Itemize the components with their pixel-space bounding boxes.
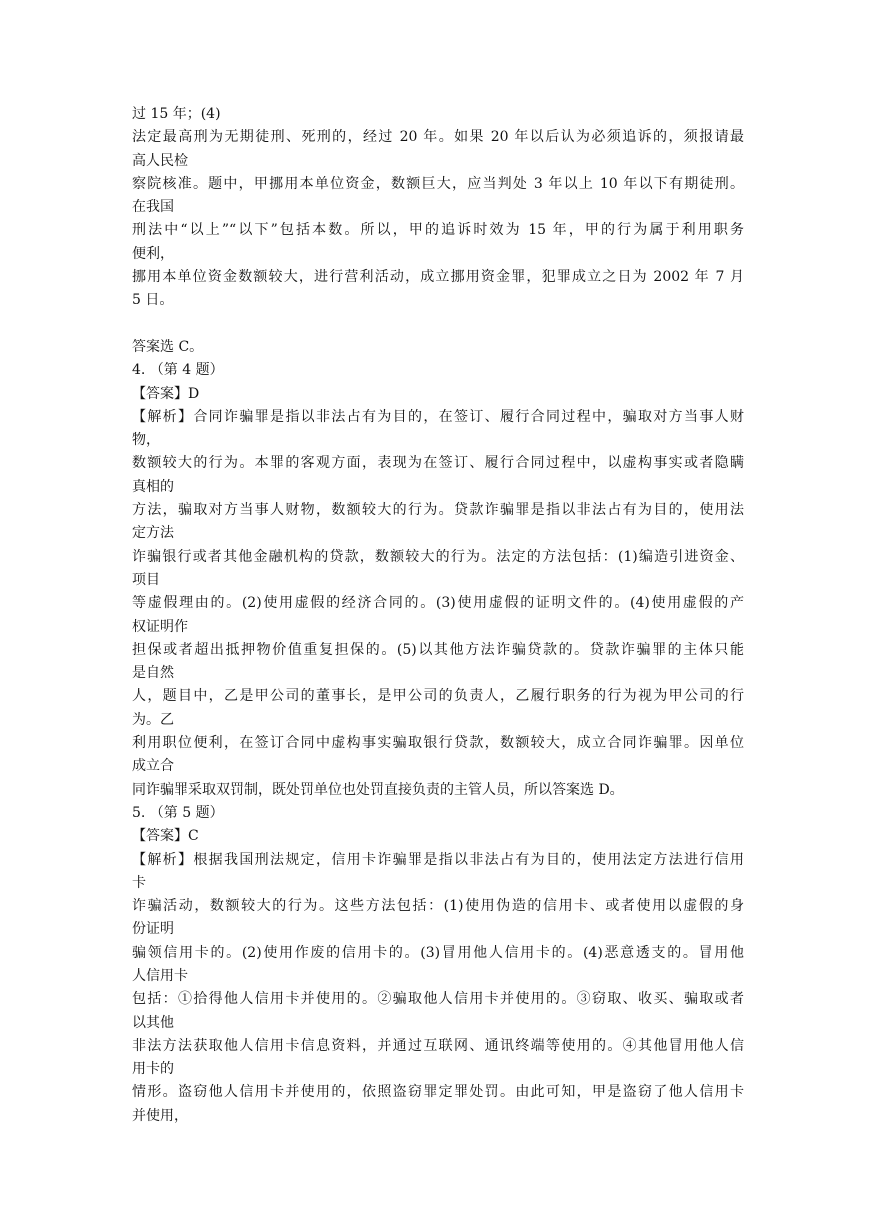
text-line: 法定最高刑为无期徒刑、死刑的，经过 20 年。如果 20 年以后认为必须追诉的，须报请最 <box>132 129 744 146</box>
text-line: 并使用， <box>132 1107 188 1124</box>
text-line: 以其他 <box>132 1014 174 1031</box>
text-line: 【解析】合同诈骗罪是指以非法占有为目的，在签订、履行合同过程中，骗取对方当事人财 <box>132 408 744 425</box>
text-line: 项目 <box>132 571 160 588</box>
text-line: 骗领信用卡的。(2)使用作废的信用卡的。(3)冒用他人信用卡的。(4)恶意透支的。冒用他 <box>132 944 744 961</box>
text-line: 担保或者超出抵押物价值重复担保的。(5)以其他方法诈骗贷款的。贷款诈骗罪的主体只能 <box>132 641 744 658</box>
answer-line: 答案选 C。 <box>132 338 204 355</box>
text-line: 察院核准。题中，甲挪用本单位资金，数额巨大，应当判处 3 年以上 10 年以下有期徒刑。 <box>132 175 744 192</box>
text-line: 便利， <box>132 245 174 262</box>
text-line: 真相的 <box>132 478 174 495</box>
text-line: 过 15 年；(4) <box>132 106 221 122</box>
text-line: 情形。盗窃他人信用卡并使用的，依照盗窃罪定罪处罚。由此可知，甲是盗窃了他人信用卡 <box>132 1084 744 1101</box>
text-line: 权证明作 <box>132 618 188 635</box>
text-line: 挪用本单位资金数额较大，进行营利活动，成立挪用资金罪，犯罪成立之日为 2002 年 7 月 <box>132 269 744 286</box>
text-line: 刑法中“以上”“以下”包括本数。所以，甲的追诉时效为 15 年，甲的行为属于利用职务 <box>132 222 744 239</box>
text-line: 高人民检 <box>132 152 188 169</box>
text-line: 等虚假理由的。(2)使用虚假的经济合同的。(3)使用虚假的证明文件的。(4)使用虚假的产 <box>132 595 744 612</box>
answer-label: 【答案】C <box>132 828 199 845</box>
text-line: 物， <box>132 432 160 449</box>
text-line: 人，题目中，乙是甲公司的董事长，是甲公司的负责人，乙履行职务的行为视为甲公司的行 <box>132 688 744 705</box>
text-line: 同诈骗罪采取双罚制，既处罚单位也处罚直接负责的主管人员，所以答案选 D。 <box>132 781 624 798</box>
text-line: 成立合 <box>132 758 174 775</box>
text-line: 在我国 <box>132 199 174 216</box>
text-line: 非法方法获取他人信用卡信息资料，并通过互联网、通讯终端等使用的。④其他冒用他人信 <box>132 1037 744 1054</box>
text-line: 【解析】根据我国刑法规定，信用卡诈骗罪是指以非法占有为目的，使用法定方法进行信用 <box>132 851 744 868</box>
text-line: 5 日。 <box>132 292 174 309</box>
question-heading: 5. （第 5 题） <box>132 804 224 821</box>
text-line: 数额较大的行为。本罪的客观方面，表现为在签订、履行合同过程中，以虚构事实或者隐瞒 <box>132 455 744 472</box>
text-line: 诈骗活动，数额较大的行为。这些方法包括：(1)使用伪造的信用卡、或者使用以虚假的身 <box>132 898 744 915</box>
blank-line <box>132 313 744 336</box>
text-line: 包括：①拾得他人信用卡并使用的。②骗取他人信用卡并使用的。③窃取、收买、骗取或者 <box>132 991 744 1008</box>
text-line: 诈骗银行或者其他金融机构的贷款，数额较大的行为。法定的方法包括：(1)编造引进资金、 <box>132 548 744 565</box>
text-line: 份证明 <box>132 921 174 938</box>
text-line: 卡 <box>132 874 146 891</box>
answer-label: 【答案】D <box>132 385 200 402</box>
text-line: 利用职位便利，在签订合同中虚构事实骗取银行贷款，数额较大，成立合同诈骗罪。因单位 <box>132 735 744 752</box>
question-heading: 4. （第 4 题） <box>132 362 224 379</box>
text-line: 定方法 <box>132 525 174 542</box>
document-body <box>132 103 744 1128</box>
text-line: 用卡的 <box>132 1061 174 1078</box>
text-line: 为。乙 <box>132 711 174 728</box>
text-line: 是自然 <box>132 665 174 682</box>
text-line: 方法，骗取对方当事人财物，数额较大的行为。贷款诈骗罪是指以非法占有为目的，使用法 <box>132 502 744 519</box>
text-line: 人信用卡 <box>132 967 188 984</box>
